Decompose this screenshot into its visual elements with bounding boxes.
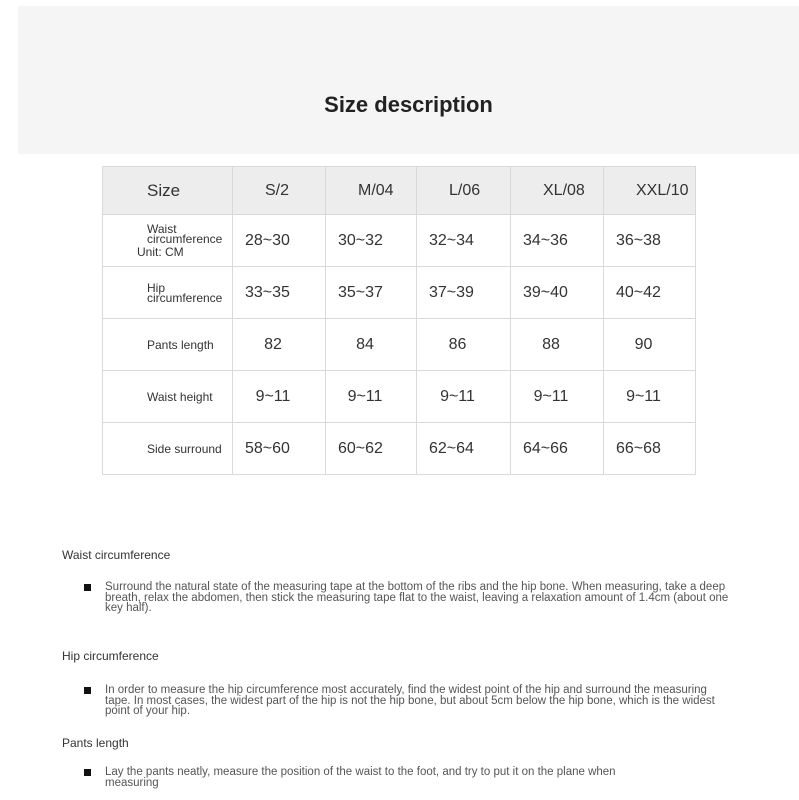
table-row: [103, 423, 696, 475]
size-header-cell: Size: [103, 167, 233, 215]
table-cell: 36~38: [604, 215, 696, 267]
table-cell: 90: [604, 319, 696, 371]
note-heading: Hip circumference: [62, 649, 159, 663]
row-label: Hip circumference: [147, 280, 223, 305]
table-cell: 9~11: [326, 371, 417, 423]
table-cell: 9~11: [604, 371, 696, 423]
row-label-cell: [103, 215, 233, 267]
note-item: [84, 767, 734, 788]
row-label: Waist circumference: [147, 222, 223, 246]
row-label: Waist height: [147, 389, 213, 404]
size-column-header: S/2: [233, 167, 326, 215]
table-cell: 9~11: [233, 371, 326, 423]
table-cell: 39~40: [511, 267, 604, 319]
table-cell: 62~64: [417, 423, 511, 475]
row-label-cell: [103, 319, 233, 371]
row-label: Side surround: [147, 441, 222, 456]
table-cell: 66~68: [604, 423, 696, 475]
size-table-header-row: [103, 167, 696, 215]
row-label: Pants length: [147, 337, 214, 352]
note-text: Lay the pants neatly, measure the position of the waist to the foot, and try to put it on the plane when measuring: [105, 766, 616, 789]
size-table: [102, 166, 696, 475]
table-cell: 37~39: [417, 267, 511, 319]
size-column-header: L/06: [417, 167, 511, 215]
table-cell: 9~11: [417, 371, 511, 423]
table-row: [103, 319, 696, 371]
square-bullet-icon: [84, 687, 91, 694]
square-bullet-icon: [84, 584, 91, 591]
note-item: [84, 685, 734, 717]
row-label-cell: [103, 267, 233, 319]
unit-label: Unit: CM: [137, 245, 184, 259]
table-cell: 9~11: [511, 371, 604, 423]
header-banner: [18, 6, 799, 154]
table-row: [103, 267, 696, 319]
row-label-cell: [103, 423, 233, 475]
page-title: Size description: [324, 92, 493, 117]
table-cell: 34~36: [511, 215, 604, 267]
size-column-header: XXL/10: [604, 167, 696, 215]
table-cell: 40~42: [604, 267, 696, 319]
table-cell: 32~34: [417, 215, 511, 267]
table-cell: 60~62: [326, 423, 417, 475]
table-cell: 30~32: [326, 215, 417, 267]
table-cell: 33~35: [233, 267, 326, 319]
row-label-cell: [103, 371, 233, 423]
square-bullet-icon: [84, 769, 91, 776]
note-text: In order to measure the hip circumference most accurately, find the widest point of the hip and surround the measuring tape. In most cases, the widest part of the hip is not the hip bone, but about 5cm below the hip bone, which is the widest point of your hip.: [105, 684, 715, 717]
table-cell: 35~37: [326, 267, 417, 319]
table-cell: 82: [233, 319, 326, 371]
note-heading: Waist circumference: [62, 548, 171, 562]
table-row: [103, 215, 696, 267]
table-cell: 28~30: [233, 215, 326, 267]
note-heading: Pants length: [62, 736, 129, 750]
size-column-header: M/04: [326, 167, 417, 215]
table-cell: 84: [326, 319, 417, 371]
table-cell: 58~60: [233, 423, 326, 475]
table-cell: 88: [511, 319, 604, 371]
note-text: Surround the natural state of the measuring tape at the bottom of the ribs and the hip bone. When measuring, take a deep breath, relax the abdomen, then stick the measuring tape flat to the waist, leaving a relaxation amount of 1.4cm (about one key half).: [105, 581, 729, 614]
table-cell: 64~66: [511, 423, 604, 475]
note-item: [84, 582, 734, 614]
table-row: [103, 371, 696, 423]
size-column-header: XL/08: [511, 167, 604, 215]
table-cell: 86: [417, 319, 511, 371]
